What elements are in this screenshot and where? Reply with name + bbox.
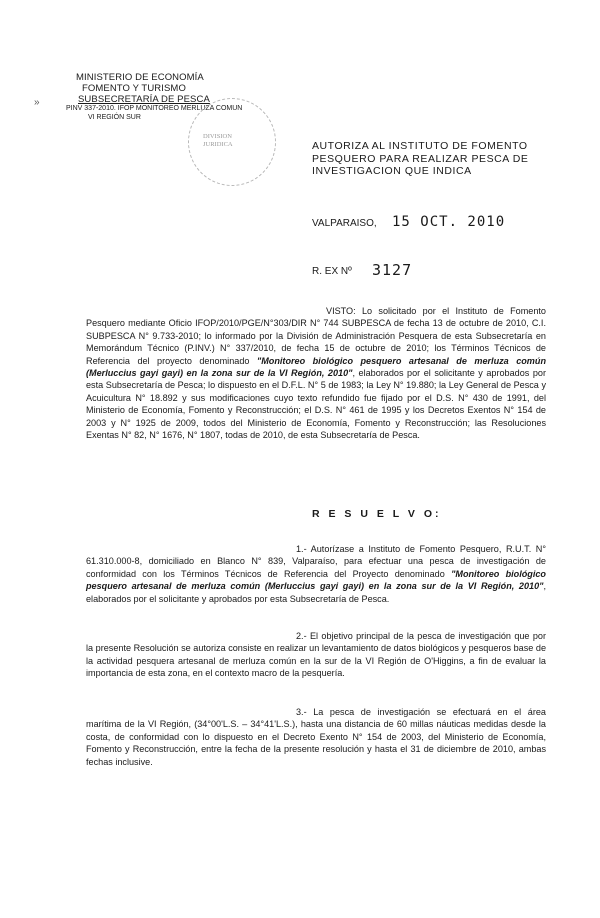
article-1-end: , elaborados por el solicitante y aprobados por esta Subsecretaría de Pesca. xyxy=(86,581,546,604)
title-line-1: AUTORIZA AL INSTITUTO DE FOMENTO xyxy=(312,140,528,152)
title-line-2: PESQUERO PARA REALIZAR PESCA DE xyxy=(312,152,529,165)
resuelvo-heading: R E S U E L V O: xyxy=(312,508,442,520)
title-line-3: INVESTIGACION QUE INDICA xyxy=(312,165,472,177)
article-1 xyxy=(86,543,546,605)
department-name: FOMENTO Y TURISMO xyxy=(82,83,186,94)
article-3: 3.- La pesca de investigación se efectuará en el área marítima de la VI Región, (34°00'L.S. – 34°41'L.S.), hasta una distancia de 60 millas náuticas medidas desde la costa, de conformidad con lo dispuesto en el Decreto Exento N° 154 de 2003, del Ministerio de Economía, Fomento y Reconstrucción, entre la fecha de la presente resolución y hasta el 31 de diciembre de 2010, ambas fechas inclusive. xyxy=(86,707,546,767)
resolution-label: R. EX Nº xyxy=(312,266,352,277)
document-title xyxy=(312,140,562,178)
subsecretaria-name: SUBSECRETARÍA DE PESCA xyxy=(78,94,210,105)
visto-start: VISTO: Lo solicitado por el Instituto de Fomento Pesquero mediante Oficio IFOP/2010/PGE/N°303/DIR N° 744 SUBPESCA de fecha 13 de octubre de 2010, C.I. SUBPESCA N° 9.733-2010; lo informado por la División de Administración Pesquera de esta Subsecretaría en Memorándum Técnico (P.INV.) N° 337/2010, de fecha 15 de octubre de 2010; los Términos Técnicos de Referencia del proyecto denominado xyxy=(86,306,546,366)
stamp-line-1: DIVISION xyxy=(203,133,232,140)
stamp-line-2: JURIDICA xyxy=(203,141,233,148)
ministry-name: MINISTERIO DE ECONOMÍA xyxy=(76,72,204,83)
region-line: VI REGIÓN SUR xyxy=(88,114,141,121)
header-block xyxy=(76,72,236,105)
reference-line: PINV 337-2010. IFOP MONITOREO MERLUZA COMUN xyxy=(66,105,243,112)
article-2: 2.- El objetivo principal de la pesca de investigación que por la presente Resolución se autoriza consiste en realizar un levantamiento de datos biológicos y pesqueros base de la actividad pesquera artesanal de merluza común en la sur de la VI Región de O'Higgins, a fin de evaluar la importancia de esta zona, en el contexto macro de la pesquería. xyxy=(86,631,546,679)
date-stamp: 15 OCT. 2010 xyxy=(392,214,506,230)
resolution-number: 3127 xyxy=(372,261,413,279)
visto-end: , elaborados por el solicitante y aprobados por esta Subsecretaría de Pesca; lo dispuesto en el D.F.L. N° 5 de 1983; la Ley N° 19.880; la Ley General de Pesca y Acuicultura N° 18.892 y sus modificaciones cuyo texto refundido fue fijado por el D.S. N° 430 de 1991, del Ministerio de Economía, Fomento y Reconstrucción; el D.S. N° 461 de 1995 y los Decretos Exentos N° 154 de 2003 y N° 1925 de 2009, todos del Ministerio de Economía, Fomento y Reconstrucción; las Resoluciones Exentas N° 82, N° 1676, N° 1807, todas de 2010, de esta Subsecretaría de Pesca. xyxy=(86,368,546,441)
visto-project-name: "Monitoreo biológico pesquero artesanal de merluza común (Merluccius gayi gayi) en la zona sur de la VI Región, 2010" xyxy=(86,355,547,379)
article-1-start: 1.- Autorízase a Instituto de Fomento Pesquero, R.U.T. N° 61.310.000-8, domiciliado en Blanco N° 839, Valparaíso, para efectuar una pesca de investigación de conformidad con los Términos Técnicos de Referencia del Proyecto denominado xyxy=(86,544,546,579)
article-1-project-name: "Monitoreo biológico pesquero artesanal de merluza común (Merluccius gayi gayi) en la zona sur de la VI Región, 2010" xyxy=(86,568,546,592)
visto-paragraph xyxy=(86,305,546,441)
division-stamp xyxy=(188,98,276,186)
place-label: VALPARAISO, xyxy=(312,218,377,229)
margin-mark: » xyxy=(34,97,40,108)
